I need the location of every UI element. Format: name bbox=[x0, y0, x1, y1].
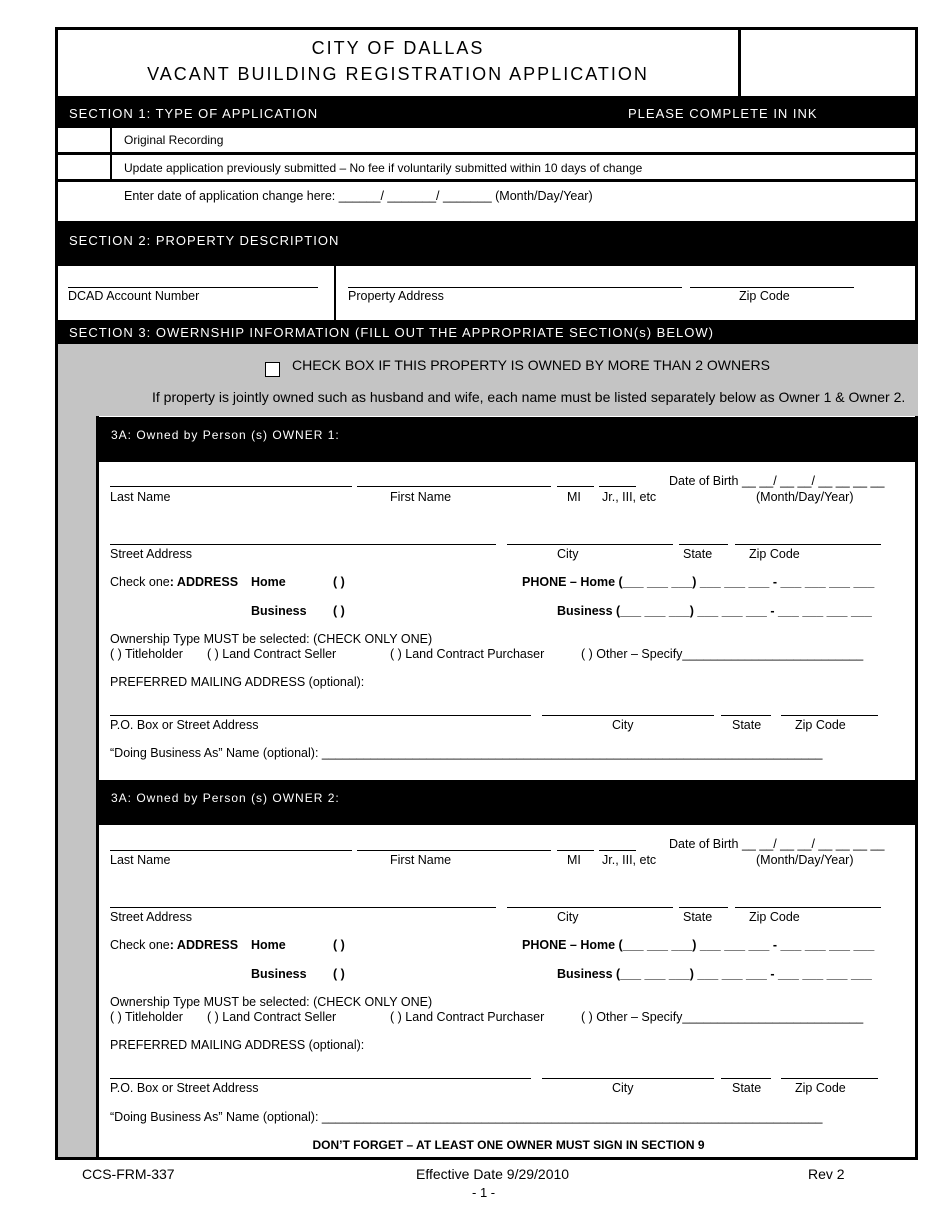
owner1-zip-label: Zip Code bbox=[749, 547, 800, 561]
owner2-title: 3A: Owned by Person (s) OWNER 2: bbox=[111, 791, 340, 805]
date-change-field[interactable]: Enter date of application change here: ______/ _______/ _______ (Month/Day/Year) bbox=[124, 189, 593, 203]
zip-label: Zip Code bbox=[739, 289, 790, 303]
revision: Rev 2 bbox=[808, 1166, 845, 1182]
owner2-phone-business[interactable]: Business (___ ___ ___) ___ ___ ___ - ___ ___ ___ ___ bbox=[557, 967, 872, 981]
owner1-mi-label: MI bbox=[567, 490, 581, 504]
owner1-mail-zip-label: Zip Code bbox=[795, 718, 846, 732]
owner1-suffix-input[interactable] bbox=[599, 486, 636, 487]
check-one-text: Check one bbox=[110, 575, 170, 589]
section1-title: SECTION 1: TYPE OF APPLICATION bbox=[69, 106, 319, 121]
owner2-mail-state-input[interactable] bbox=[721, 1078, 771, 1079]
owner1-dob[interactable]: Date of Birth __ __/ __ __/ __ __ __ __ bbox=[669, 474, 885, 488]
owner2-street-label: Street Address bbox=[110, 910, 192, 924]
owner2-dba-field[interactable]: “Doing Business As” Name (optional): ________________________________________________________________________ bbox=[110, 1110, 823, 1124]
address-text: : ADDRESS bbox=[169, 575, 239, 589]
left-margin-bar bbox=[58, 416, 96, 1157]
update-application-checkbox[interactable] bbox=[58, 155, 110, 179]
office-use-box bbox=[741, 29, 916, 96]
owner1-city-label: City bbox=[557, 547, 579, 561]
owner2-other-option[interactable]: ( ) Other – Specify__________________________ bbox=[581, 1010, 864, 1024]
owner2-mail-zip-label: Zip Code bbox=[795, 1081, 846, 1095]
owner1-title: 3A: Owned by Person (s) OWNER 1: bbox=[111, 428, 340, 442]
joint-ownership-note: If property is jointly owned such as husband and wife, each name must be listed separately below as Owner 1 & Owner 2. bbox=[152, 389, 906, 405]
form-id: CCS-FRM-337 bbox=[82, 1166, 175, 1182]
owner2-po-box-label: P.O. Box or Street Address bbox=[110, 1081, 259, 1095]
check-one-text: Check one bbox=[110, 938, 170, 952]
owner1-mail-city-input[interactable] bbox=[542, 715, 714, 716]
owner2-state-label: State bbox=[683, 910, 713, 924]
property-address-input-line[interactable] bbox=[348, 287, 682, 288]
owner2-home-checkbox[interactable]: ( ) bbox=[333, 938, 345, 952]
owner2-mi-input[interactable] bbox=[557, 850, 594, 851]
owner2-first-name-label: First Name bbox=[390, 853, 452, 867]
owner2-titleholder-option[interactable]: ( ) Titleholder bbox=[110, 1010, 183, 1024]
owner1-state-input[interactable] bbox=[679, 544, 728, 545]
owner2-phone-home[interactable]: PHONE – Home (___ ___ ___) ___ ___ ___ - ___ ___ ___ ___ bbox=[522, 938, 875, 952]
owner1-street-label: Street Address bbox=[110, 547, 192, 561]
owner1-dob-format: (Month/Day/Year) bbox=[756, 490, 854, 504]
owner1-mail-zip-input[interactable] bbox=[781, 715, 878, 716]
owner2-mail-city-label: City bbox=[612, 1081, 634, 1095]
owner1-other-option[interactable]: ( ) Other – Specify__________________________ bbox=[581, 647, 864, 661]
sign-reminder: DON’T FORGET – AT LEAST ONE OWNER MUST SIGN IN SECTION 9 bbox=[312, 1138, 705, 1152]
owner1-check-one bbox=[110, 575, 238, 589]
owner1-business-label: Business bbox=[251, 604, 307, 618]
owner2-mi-label: MI bbox=[567, 853, 581, 867]
owner2-zip-input[interactable] bbox=[735, 907, 881, 908]
owner1-last-name-input[interactable] bbox=[110, 486, 352, 487]
owner2-dob-format: (Month/Day/Year) bbox=[756, 853, 854, 867]
owner1-mail-state-label: State bbox=[732, 718, 762, 732]
owner2-business-checkbox[interactable]: ( ) bbox=[333, 967, 345, 981]
more-than-2-owners-checkbox[interactable] bbox=[265, 362, 280, 377]
owner2-suffix-input[interactable] bbox=[599, 850, 636, 851]
owner2-home-label: Home bbox=[251, 938, 286, 952]
owner1-city-input[interactable] bbox=[507, 544, 673, 545]
section2-header bbox=[58, 221, 918, 266]
owner2-mail-zip-input[interactable] bbox=[781, 1078, 878, 1079]
owner1-po-box-input[interactable] bbox=[110, 715, 531, 716]
rule bbox=[58, 179, 918, 182]
owner1-ownership-type: Ownership Type MUST be selected: (CHECK ONLY ONE) bbox=[110, 632, 433, 646]
owner2-first-name-input[interactable] bbox=[357, 850, 551, 851]
option-original-recording: Original Recording bbox=[124, 133, 224, 147]
dcad-label: DCAD Account Number bbox=[68, 289, 200, 303]
owner2-last-name-input[interactable] bbox=[110, 850, 352, 851]
section3-notice bbox=[58, 344, 918, 416]
owner1-dba-field[interactable]: “Doing Business As” Name (optional): ________________________________________________________________________ bbox=[110, 746, 823, 760]
owner2-zip-label: Zip Code bbox=[749, 910, 800, 924]
owner2-check-one bbox=[110, 938, 238, 952]
option-update-application: Update application previously submitted – No fee if voluntarily submitted within 10 days of change bbox=[124, 161, 643, 175]
section2-title: SECTION 2: PROPERTY DESCRIPTION bbox=[69, 233, 340, 248]
owner1-lc-seller-option[interactable]: ( ) Land Contract Seller bbox=[207, 647, 337, 661]
original-recording-checkbox[interactable] bbox=[58, 128, 110, 152]
rule bbox=[58, 152, 918, 155]
owner2-business-label: Business bbox=[251, 967, 307, 981]
owner1-mi-input[interactable] bbox=[557, 486, 594, 487]
owner1-phone-home[interactable]: PHONE – Home (___ ___ ___) ___ ___ ___ - ___ ___ ___ ___ bbox=[522, 575, 875, 589]
form-title-line1: CITY OF DALLAS bbox=[311, 38, 485, 58]
owner1-home-checkbox[interactable]: ( ) bbox=[333, 575, 345, 589]
owner1-lc-purchaser-option[interactable]: ( ) Land Contract Purchaser bbox=[390, 647, 545, 661]
owner2-po-box-input[interactable] bbox=[110, 1078, 531, 1079]
owner1-business-checkbox[interactable]: ( ) bbox=[333, 604, 345, 618]
owner2-dob[interactable]: Date of Birth __ __/ __ __/ __ __ __ __ bbox=[669, 837, 885, 851]
owner2-preferred-mailing: PREFERRED MAILING ADDRESS (optional): bbox=[110, 1038, 365, 1052]
zip-input-line[interactable] bbox=[690, 287, 854, 288]
owner1-preferred-mailing: PREFERRED MAILING ADDRESS (optional): bbox=[110, 675, 365, 689]
page-number: - 1 - bbox=[472, 1185, 496, 1200]
owner1-mail-city-label: City bbox=[612, 718, 634, 732]
owner2-lc-purchaser-option[interactable]: ( ) Land Contract Purchaser bbox=[390, 1010, 545, 1024]
owner2-suffix-label: Jr., III, etc bbox=[602, 853, 657, 867]
owner1-header bbox=[99, 417, 918, 462]
section3-title: SECTION 3: OWERNSHIP INFORMATION (FILL OUT THE APPROPRIATE SECTION(s) BELOW) bbox=[69, 325, 714, 340]
dcad-input-line[interactable] bbox=[68, 287, 318, 288]
effective-date: Effective Date 9/29/2010 bbox=[416, 1166, 570, 1182]
address-text: : ADDRESS bbox=[169, 938, 239, 952]
owner1-state-label: State bbox=[683, 547, 713, 561]
checkbox-label: CHECK BOX IF THIS PROPERTY IS OWNED BY MORE THAN 2 OWNERS bbox=[292, 357, 770, 373]
owner2-last-name-label: Last Name bbox=[110, 853, 171, 867]
owner1-suffix-label: Jr., III, etc bbox=[602, 490, 657, 504]
owner1-zip-input[interactable] bbox=[735, 544, 881, 545]
form-title-line2: VACANT BUILDING REGISTRATION APPLICATION bbox=[147, 64, 649, 84]
section1-header bbox=[58, 96, 918, 126]
owner1-street-input[interactable] bbox=[110, 544, 496, 545]
owner2-header bbox=[99, 780, 918, 825]
owner2-ownership-type: Ownership Type MUST be selected: (CHECK ONLY ONE) bbox=[110, 995, 433, 1009]
owner2-mail-city-input[interactable] bbox=[542, 1078, 714, 1079]
owner2-city-label: City bbox=[557, 910, 579, 924]
owner2-street-input[interactable] bbox=[110, 907, 496, 908]
owner1-mail-state-input[interactable] bbox=[721, 715, 771, 716]
owner1-last-name-label: Last Name bbox=[110, 490, 171, 504]
owner1-titleholder-option[interactable]: ( ) Titleholder bbox=[110, 647, 183, 661]
owner2-mail-state-label: State bbox=[732, 1081, 762, 1095]
owner1-phone-business[interactable]: Business (___ ___ ___) ___ ___ ___ - ___ ___ ___ ___ bbox=[557, 604, 872, 618]
rule bbox=[334, 266, 336, 320]
ink-note: PLEASE COMPLETE IN INK bbox=[628, 106, 818, 121]
owner1-home-label: Home bbox=[251, 575, 286, 589]
property-address-label: Property Address bbox=[348, 289, 444, 303]
owner2-lc-seller-option[interactable]: ( ) Land Contract Seller bbox=[207, 1010, 337, 1024]
owner2-state-input[interactable] bbox=[679, 907, 728, 908]
rule bbox=[58, 126, 918, 128]
section3-header bbox=[58, 320, 918, 344]
owner2-city-input[interactable] bbox=[507, 907, 673, 908]
owner1-first-name-label: First Name bbox=[390, 490, 452, 504]
owner1-first-name-input[interactable] bbox=[357, 486, 551, 487]
owner1-po-box-label: P.O. Box or Street Address bbox=[110, 718, 259, 732]
